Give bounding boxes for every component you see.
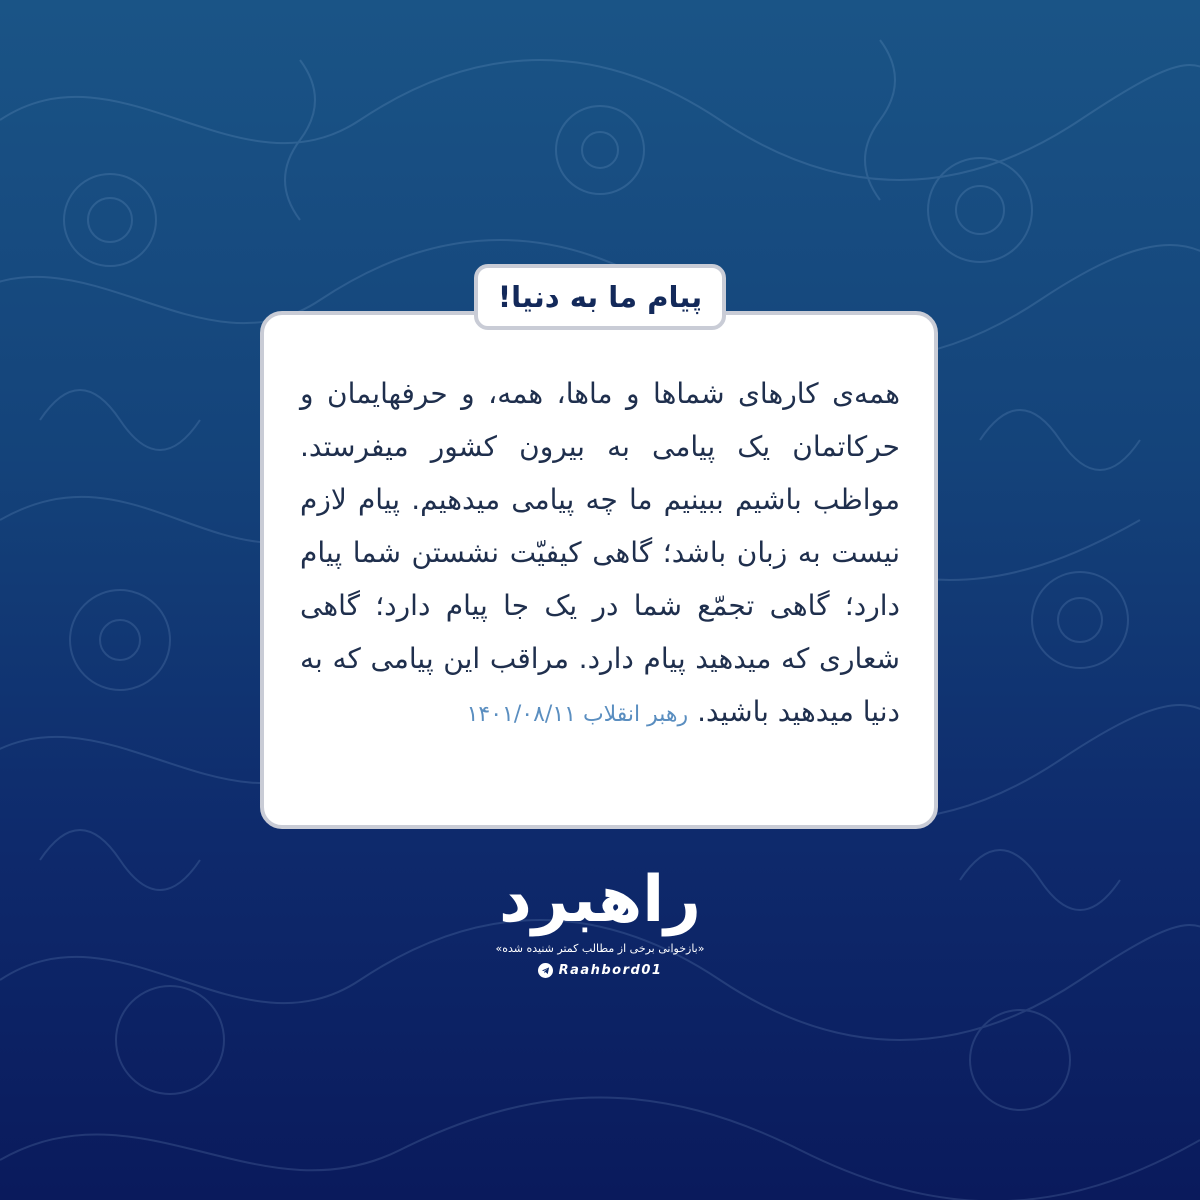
title-tab — [474, 264, 726, 330]
logo-wordmark: راهبرد — [499, 863, 701, 937]
brand-handle: Raahbord01 — [558, 963, 663, 978]
quote-text: همه‌ی کارهای شماها و ماها، همه، و حرفهایمان و حرکاتمان یک پیامی به بیرون کشور میفرستد. مواظب باشیم ببینیم ما چه پیامی میدهیم. پیام لازم نیست به زبان باشد؛ گاهی کیفیّت نشستن شما پیام دارد؛ گاهی تجمّع شما در یک جا پیام دارد؛ گاهی شعاری که میدهید پیام دارد. مراقب این پیامی که به دنیا میدهید باشید. — [300, 377, 900, 728]
quote-source: رهبر انقلاب ۱۴۰۱/۰۸/۱۱ — [466, 702, 689, 727]
handle-row — [538, 963, 663, 978]
brand-tagline: «بازخوانی برخی از مطالب کمتر شنیده شده» — [495, 942, 705, 955]
quote-text-block — [300, 367, 900, 741]
telegram-icon — [538, 963, 553, 978]
brand-logo — [480, 860, 720, 990]
page-title: پیام ما به دنیا! — [497, 280, 703, 314]
